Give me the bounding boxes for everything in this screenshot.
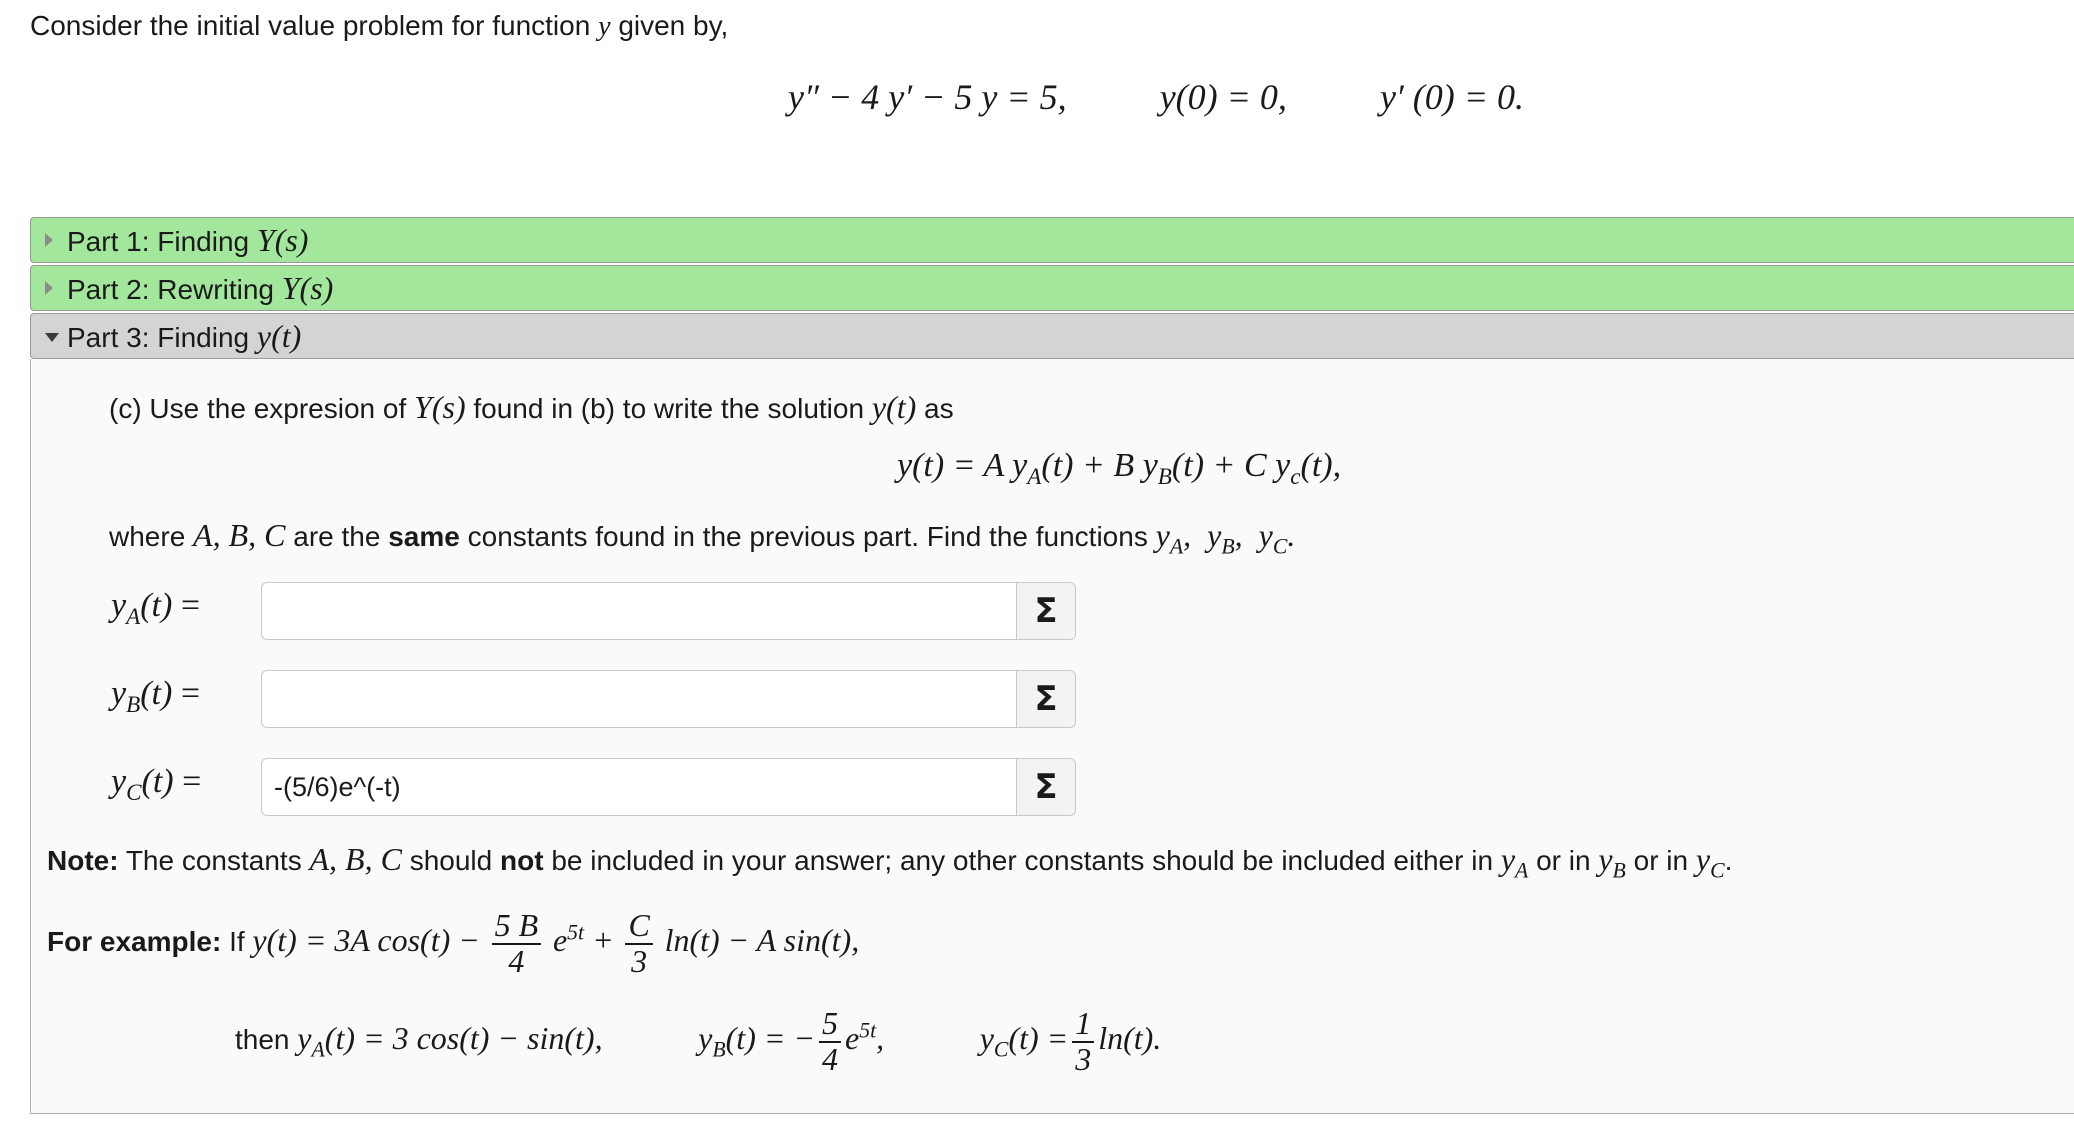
- intro-text: Consider the initial value problem for function: [30, 10, 591, 41]
- example-if: If: [229, 925, 245, 957]
- sigma-icon: Σ: [1034, 591, 1058, 631]
- ode-statement: [788, 76, 1524, 118]
- sigma-icon: Σ: [1034, 679, 1058, 719]
- yC-equation-editor-button[interactable]: [1016, 759, 1075, 815]
- yA-equation-editor-button[interactable]: [1016, 583, 1075, 639]
- part-2-header[interactable]: [30, 265, 2074, 311]
- yA-equals: =: [180, 587, 200, 624]
- where-same-bold: same: [388, 521, 460, 552]
- yB-field: [261, 670, 1076, 728]
- example-line: For example: If y(t) = 3A cos(t) − $\frac{5 B}{4}$ $e^{5t}$ + $\frac{C}{3}$ ln(t) − A sin(t),: [47, 907, 860, 979]
- prompt-text-c: as: [924, 393, 954, 424]
- note-text-a: The constants: [125, 845, 302, 876]
- yB-equals: =: [180, 675, 200, 712]
- formula-head: y(t) = A y: [897, 447, 1028, 484]
- yC-equals: =: [182, 763, 202, 800]
- intro-tail: given by,: [618, 10, 729, 41]
- part-1-header[interactable]: [30, 217, 2074, 263]
- problem-intro: [30, 10, 728, 43]
- yA-input[interactable]: [262, 583, 1016, 639]
- yC-label: $y_C(t)$ =: [111, 763, 202, 806]
- prompt-math-Ys: Y(s): [414, 389, 466, 425]
- note-or-2: or in: [1633, 845, 1689, 876]
- yB-input[interactable]: [262, 671, 1016, 727]
- caret-right-icon: [45, 233, 53, 247]
- yC-input[interactable]: [262, 759, 1016, 815]
- initial-condition-1: y(0) = 0,: [1159, 77, 1287, 117]
- caret-down-icon: [45, 333, 59, 342]
- example-then: then: [235, 1023, 290, 1055]
- part-3-panel: [30, 359, 2074, 1114]
- part-2-math: Y(s): [281, 270, 334, 306]
- note-not-bold: not: [500, 845, 544, 876]
- where-text-a: where: [109, 521, 186, 552]
- intro-variable: y: [598, 11, 611, 42]
- prompt-text-b: found in (b) to write the solution: [473, 393, 865, 424]
- where-constants: A, B, C: [193, 517, 286, 553]
- prompt-math-yt: y(t): [871, 389, 917, 425]
- solution-formula: y(t) = A $y_A(t) + B$ $y_B(t) + C$ $y_c(t)$,: [897, 447, 1342, 490]
- example-then-line: then $y_A(t) = 3$ cos(t) − sin(t), $y_B(t)$ = − $\frac{5}{4}$ $e^{5t}$, $y_C(t)$ = $\frac{1}{3}$ ln(t).: [235, 1005, 1162, 1077]
- where-line: where A, B, C are the same constants found in the previous part. Find the functions $y_A$, $y_B$, $y_C$.: [109, 517, 1296, 559]
- part-1-label: Part 1: Finding: [67, 226, 250, 257]
- where-text-c: constants found in the previous part. Find the functions: [467, 521, 1148, 552]
- part-1-math: Y(s): [256, 222, 309, 258]
- ode-equation: y″ − 4 y′ − 5 y = 5,: [788, 77, 1067, 117]
- yC-field: [261, 758, 1076, 816]
- prompt-text-a: (c) Use the expresion of: [109, 393, 407, 424]
- yA-field: [261, 582, 1076, 640]
- example-label: For example:: [47, 925, 222, 957]
- part-3-label: Part 3: Finding: [67, 322, 250, 353]
- note-text-c: be included in your answer; any other constants should be included either in: [551, 845, 1494, 876]
- part-3-math: y(t): [256, 318, 302, 354]
- sigma-icon: Σ: [1034, 767, 1058, 807]
- initial-condition-2: y′ (0) = 0.: [1379, 77, 1525, 117]
- note-line: Note: The constants A, B, C should not be included in your answer; any other constants should be included either in $y_A$ or in $y_B$ or in $y_C$.: [47, 841, 1733, 883]
- part-3-prompt: [109, 389, 954, 426]
- yA-label: $y_A(t)$ =: [111, 587, 200, 630]
- part-3-header[interactable]: [30, 313, 2074, 359]
- note-text-b: should: [409, 845, 493, 876]
- yB-label: $y_B(t)$ =: [111, 675, 200, 718]
- where-text-b: are the: [293, 521, 381, 552]
- note-or-1: or in: [1536, 845, 1591, 876]
- caret-right-icon: [45, 281, 53, 295]
- note-label: Note:: [47, 845, 119, 876]
- part-2-label: Part 2: Rewriting: [67, 274, 274, 305]
- note-constants: A, B, C: [309, 841, 402, 877]
- yB-equation-editor-button[interactable]: [1016, 671, 1075, 727]
